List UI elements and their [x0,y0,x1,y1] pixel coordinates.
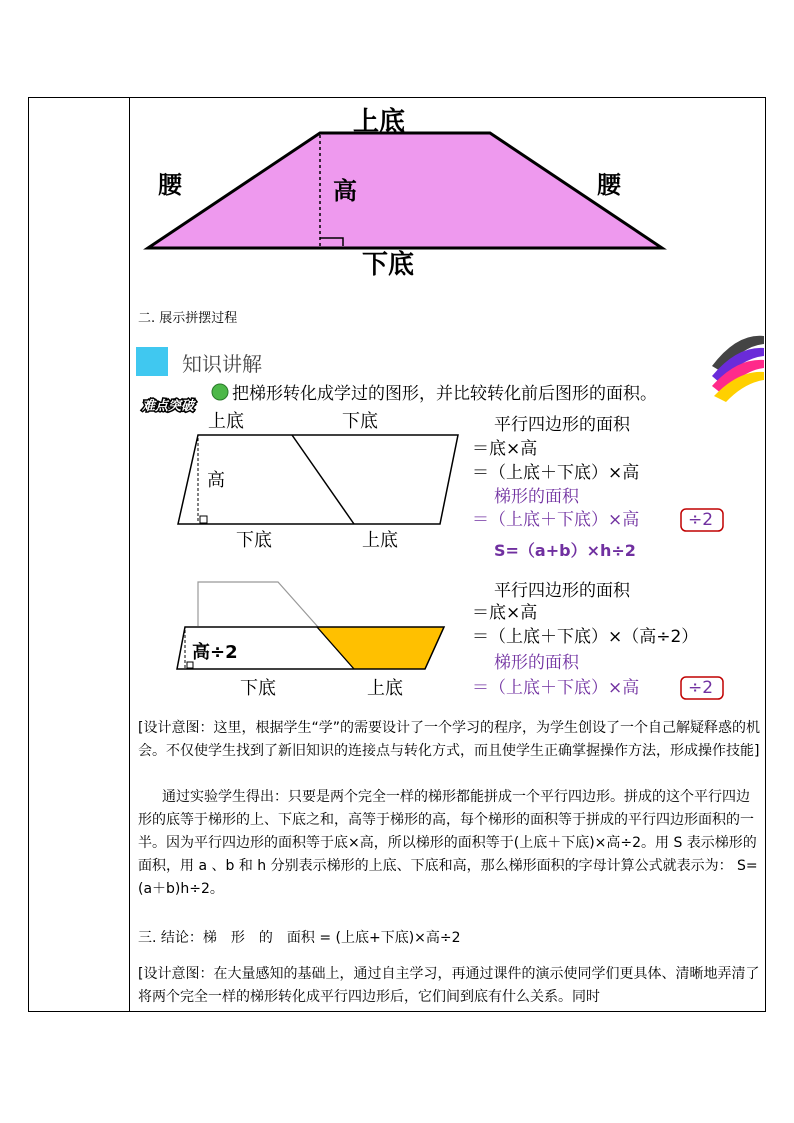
logo-icon [712,336,764,402]
height-label: 高 [333,177,357,205]
explanation-text: 通过实验学生得出：只要是两个完全一样的梯形都能拼成一个平行四边形。拼成的这个平行四边形的底等于梯形的上、下底之和，高等于梯形的高，每个梯形的面积等于拼成的平行四边形面积的一半。因为平行四边形的面积等于底×高，所以梯形的面积等于(上底＋下底)×高÷2。用 S 表示梯形的面积，用 a 、b 和 h 分别表示梯形的上底、下底和高，那么梯形面积的字母计算公式就表示为： S=(a＋b)h÷2。 [138,789,758,897]
right-leg-label: 腰 [597,171,621,199]
design-note-2-text: [设计意图：在大量感知的基础上，通过自主学习，再通过课件的演示使同学们更具体、清晰地弄清了将两个完全一样的梯形转化成平行四边形后，它们间到底有什么关系。同时 [138,966,760,1005]
formulaA-line4: 梯形的面积 [494,487,579,507]
section-heading-2: 二. 展示拼摆过程 [138,311,238,326]
formulaB-line3: ＝（上底＋下底）×（高÷2） [472,627,699,647]
figA-bottom-left: 下底 [236,530,272,551]
right-angle-mark-a [200,516,207,523]
table-column-divider [129,97,130,1012]
top-base-label: 上底 [353,107,406,137]
bottom-base-label: 下底 [362,250,415,280]
left-leg-label: 腰 [158,171,182,199]
figB-bottom-right: 上底 [367,678,403,699]
formulaB-line1: 平行四边形的面积 [494,581,630,601]
figB-bottom-left: 下底 [240,678,276,699]
formulaA-line2: ＝底×高 [472,439,538,459]
design-note-1-text: [设计意图：这里，根据学生“学”的需要设计了一个学习的程序，为学生创设了一个自己解疑释惑的机会。不仅使学生找到了新旧知识的连接点与转化方式，而且使学生正确掌握操作方法，形成操作技能] [138,720,760,759]
formulaA-line1: 平行四边形的面积 [494,415,630,435]
trapezoid-shape [148,133,662,248]
figA-top-left: 上底 [208,411,244,432]
conclusion [138,927,763,950]
trapezoid-figure [140,100,680,285]
formulaB-boxed: ÷2 [688,678,714,698]
bullet-icon [212,384,228,400]
formulaB-line2: ＝底×高 [472,603,538,623]
conclusion-text: 三. 结论：梯 形 的 面积 = (上底+下底)×高÷2 [138,930,461,946]
figA-top-right: 下底 [342,411,378,432]
formulaA-boxed: ÷2 [688,510,714,530]
slide-figure [132,328,764,710]
formulaA-line3: ＝（上底＋下底）×高 [472,463,640,483]
slide-title-marker [136,347,168,376]
figA-height: 高 [207,470,225,491]
design-note-1 [138,717,763,763]
figB-height: 高÷2 [192,642,238,663]
split-line-a [292,435,354,524]
figA-bottom-right: 上底 [362,530,398,551]
formulaB-line5: ＝（上底＋下底）×高 [472,678,640,698]
formulaA-line6: S=（a+b）×h÷2 [494,541,636,560]
badge-text: 难点突破 [142,399,195,414]
slide-title: 知识讲解 [182,352,262,376]
slide-intro: 把梯形转化成学过的图形，并比较转化前后图形的面积。 [232,384,657,404]
ghost-trapezoid-b [198,582,318,627]
explanation [138,786,763,901]
formulaB-line4: 梯形的面积 [494,653,579,673]
design-note-2 [138,963,763,1009]
formulaA-line5: ＝（上底＋下底）×高 [472,510,640,530]
